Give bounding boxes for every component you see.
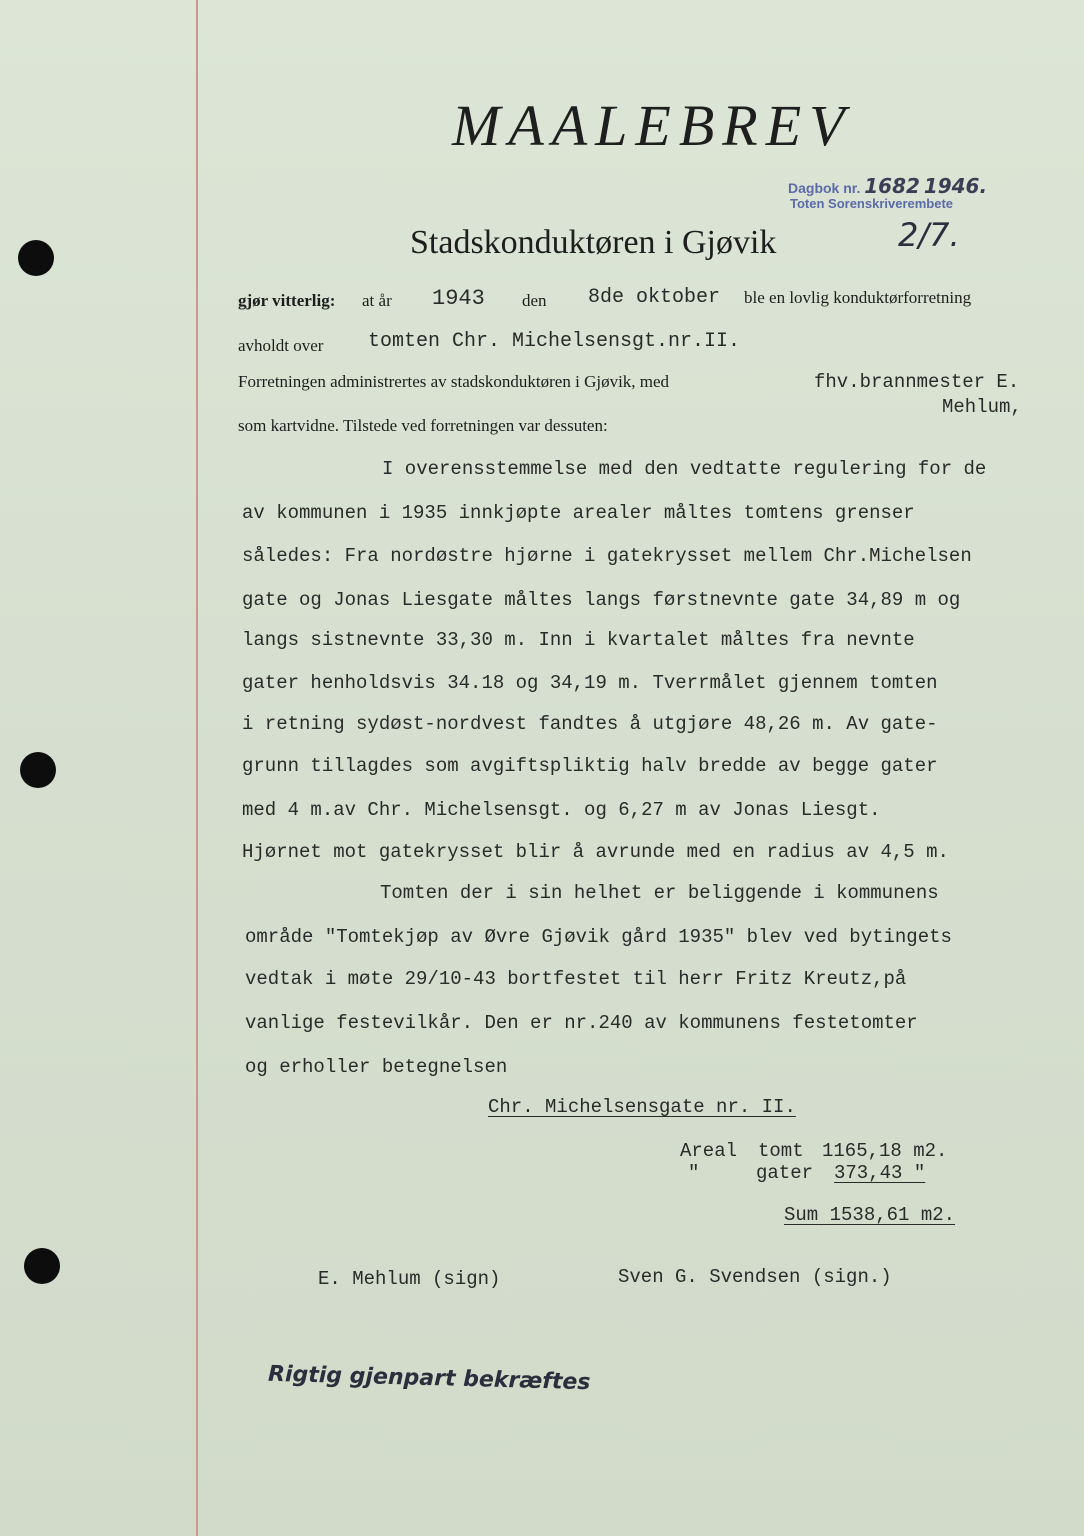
body-line: Hjørnet mot gatekrysset blir å avrunde med en radius av 4,5 m.: [242, 841, 949, 863]
certification-stamp: Rigtig gjenpart bekræftes: [267, 1361, 591, 1396]
designation: Chr. Michelsensgate nr. II.: [488, 1096, 796, 1118]
avholdt-label: avholdt over: [238, 336, 324, 355]
forretningen-text: Forretningen administrertes av stadskonduktøren i Gjøvik, med: [238, 372, 670, 391]
area-row-tomt-value: 1165,18 m2.: [822, 1140, 948, 1162]
ble-text: ble en lovlig konduktørforretning: [744, 288, 972, 307]
year-value: 1943: [432, 286, 485, 311]
body-line: i retning sydøst-nordvest fandtes å utgjøre 48,26 m. Av gate-: [242, 713, 938, 735]
body-line: og erholler betegnelsen: [245, 1056, 508, 1078]
body-line: grunn tillagdes som avgiftspliktig halv bredde av begge gater: [242, 755, 938, 777]
kartvidne-text: som kartvidne. Tilstede ved forretningen var dessuten:: [238, 416, 608, 435]
handwritten-date: 2/7.: [898, 216, 960, 254]
area-sum: Sum 1538,61 m2.: [784, 1204, 956, 1226]
signature-left: E. Mehlum (sign): [318, 1268, 501, 1290]
at-ar-label: at år: [362, 291, 392, 310]
body-line: således: Fra nordøstre hjørne i gatekrysset mellem Chr.Michelsen: [242, 545, 972, 567]
object-value: tomten Chr. Michelsensgt.nr.II.: [368, 330, 741, 353]
area-row-gater-label: ": [688, 1162, 700, 1184]
body-line: Tomten der i sin helhet er beliggende i kommunens: [380, 882, 939, 904]
area-row-gater-name: gater: [756, 1162, 814, 1184]
punch-hole-bottom: [24, 1248, 60, 1284]
punch-hole-middle: [20, 752, 56, 788]
area-row-gater-value: 373,43 ": [834, 1162, 926, 1184]
body-line: vanlige festevilkår. Den er nr.240 av kommunens festetomter: [245, 1012, 918, 1034]
area-row-tomt-name: tomt: [758, 1140, 804, 1162]
den-label: den: [522, 291, 547, 310]
body-line: gater henholdsvis 34.18 og 34,19 m. Tverrmålet gjennem tomten: [242, 672, 938, 694]
registry-stamp-line1: Dagbok nr. 1682 1946.: [788, 174, 988, 198]
authority-heading: Stadskonduktøren i Gjøvik: [410, 224, 777, 261]
body-line: av kommunen i 1935 innkjøpte arealer måltes tomtens grenser: [242, 502, 915, 524]
body-line: langs sistnevnte 33,30 m. Inn i kvartalet måltes fra nevnte: [242, 629, 915, 651]
witness-line2: Mehlum,: [942, 396, 1022, 418]
body-line: vedtak i møte 29/10-43 bortfestet til herr Fritz Kreutz,på: [245, 968, 907, 990]
registry-stamp-line2: Toten Sorenskriverembete: [790, 196, 954, 211]
date-value: 8de oktober: [588, 286, 721, 309]
document-title: MAALEBREV: [452, 93, 853, 158]
body-line: med 4 m.av Chr. Michelsensgt. og 6,27 m av Jonas Liesgt.: [242, 799, 881, 821]
body-line: gate og Jonas Liesgate måltes langs førstnevnte gate 34,89 m og: [242, 589, 961, 611]
area-row-tomt-label: Areal: [680, 1140, 738, 1162]
body-line: I overensstemmelse med den vedtatte regulering for de: [382, 458, 987, 480]
punch-hole-top: [18, 240, 54, 276]
gjor-vitterlig-label: gjør vitterlig:: [238, 291, 336, 310]
body-line: område "Tomtekjøp av Øvre Gjøvik gård 1935" blev ved bytingets: [245, 926, 952, 948]
witness-line1: fhv.brannmester E.: [814, 371, 1020, 393]
signature-right: Sven G. Svendsen (sign.): [618, 1266, 892, 1288]
margin-line: [196, 0, 198, 1536]
